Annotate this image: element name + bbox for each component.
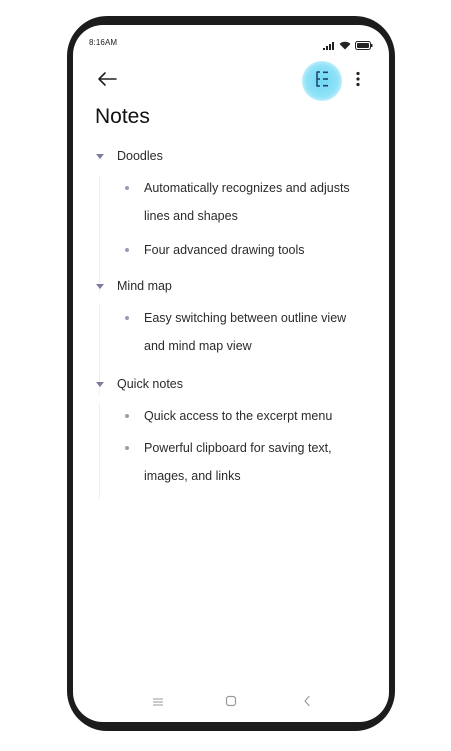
section-label: Mind map bbox=[117, 279, 172, 293]
back-icon bbox=[302, 694, 312, 712]
collapse-caret-icon[interactable] bbox=[96, 284, 104, 289]
section-label: Doodles bbox=[117, 149, 163, 163]
recents-button[interactable] bbox=[150, 695, 166, 711]
more-options-button[interactable] bbox=[348, 67, 368, 95]
system-back-button[interactable] bbox=[299, 695, 315, 711]
status-icons bbox=[323, 37, 373, 55]
back-button[interactable] bbox=[93, 67, 121, 95]
outline-view-button[interactable] bbox=[302, 61, 342, 101]
home-button[interactable] bbox=[223, 695, 239, 711]
list-item-text: Four advanced drawing tools bbox=[144, 243, 305, 257]
collapse-caret-icon[interactable] bbox=[96, 154, 104, 159]
battery-icon bbox=[355, 37, 373, 55]
outline-view-icon bbox=[312, 70, 332, 93]
top-bar bbox=[73, 61, 389, 101]
status-time: 8:16AM bbox=[89, 38, 118, 47]
phone-screen bbox=[73, 25, 389, 722]
section-label: Quick notes bbox=[117, 377, 184, 391]
status-bar bbox=[73, 25, 389, 57]
list-item-text: Powerful clipboard for saving text, images, and links bbox=[144, 441, 332, 483]
collapse-caret-icon[interactable] bbox=[96, 382, 104, 387]
system-nav-bar bbox=[73, 691, 389, 715]
list-item-text: Easy switching between outline view and mind map view bbox=[144, 311, 347, 353]
bullet-dot-icon bbox=[125, 414, 129, 418]
menu-icon bbox=[152, 694, 164, 712]
wifi-icon bbox=[339, 37, 351, 55]
section-guide-line bbox=[99, 403, 100, 499]
bullet-dot-icon bbox=[125, 316, 129, 320]
list-item-text: Automatically recognizes and adjusts lines and shapes bbox=[144, 181, 350, 223]
arrow-left-icon bbox=[97, 71, 117, 92]
more-vertical-icon bbox=[356, 71, 360, 92]
section-guide-line bbox=[99, 175, 100, 293]
home-icon bbox=[225, 694, 237, 712]
bullet-dot-icon bbox=[125, 446, 129, 450]
page-title: Notes bbox=[95, 105, 150, 128]
bullet-dot-icon bbox=[125, 248, 129, 252]
signal-icon bbox=[323, 37, 335, 55]
bullet-dot-icon bbox=[125, 186, 129, 190]
list-item-text: Quick access to the excerpt menu bbox=[144, 409, 333, 423]
